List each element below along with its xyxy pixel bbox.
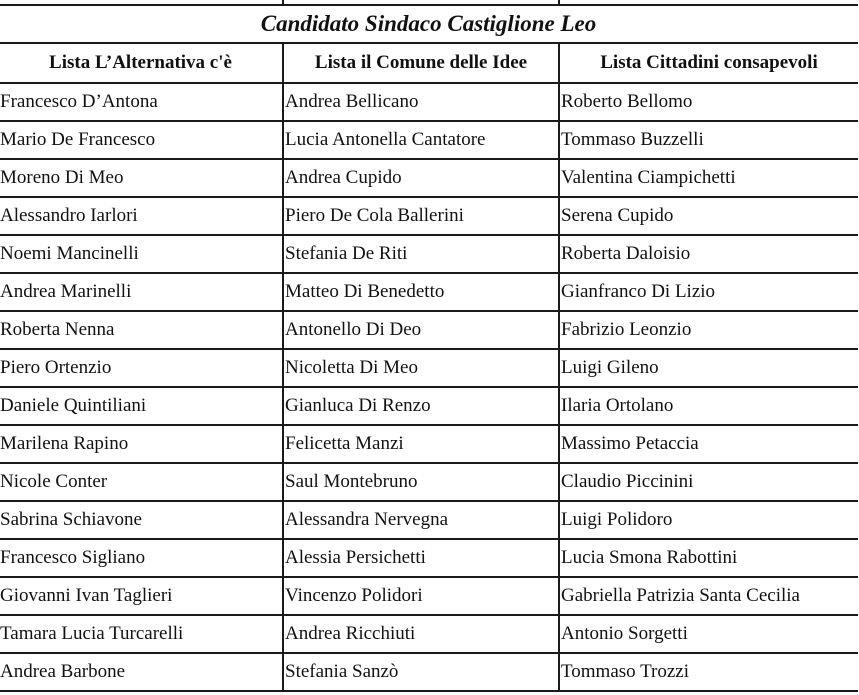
candidate-cell: Piero De Cola Ballerini: [283, 197, 559, 235]
candidate-cell: Lucia Smona Rabottini: [559, 539, 858, 577]
candidate-cell: Tommaso Buzzelli: [559, 121, 858, 159]
candidate-cell: Daniele Quintiliani: [0, 387, 283, 425]
table-row: [0, 463, 858, 501]
candidate-cell: Gianluca Di Renzo: [283, 387, 559, 425]
candidate-cell: Andrea Bellicano: [283, 83, 559, 121]
candidate-cell: Andrea Marinelli: [0, 273, 283, 311]
table-row: [0, 121, 858, 159]
candidate-cell: Ilaria Ortolano: [559, 387, 858, 425]
candidate-cell: Andrea Ricchiuti: [283, 615, 559, 653]
table-title: Candidato Sindaco Castiglione Leo: [0, 5, 858, 43]
candidate-cell: Moreno Di Meo: [0, 159, 283, 197]
table-row: [0, 235, 858, 273]
candidate-cell: Tamara Lucia Turcarelli: [0, 615, 283, 653]
table-row: [0, 273, 858, 311]
candidate-cell: Serena Cupido: [559, 197, 858, 235]
candidate-cell: Gabriella Patrizia Santa Cecilia: [559, 577, 858, 615]
candidate-cell: Nicoletta Di Meo: [283, 349, 559, 387]
candidate-cell: Stefania De Riti: [283, 235, 559, 273]
candidate-cell: Antonello Di Deo: [283, 311, 559, 349]
candidate-cell: Nicole Conter: [0, 463, 283, 501]
candidate-cell: Lucia Antonella Cantatore: [283, 121, 559, 159]
column-header-list-cittadini-consapevoli: Lista Cittadini consapevoli: [559, 43, 858, 83]
candidate-cell: Francesco D’Antona: [0, 83, 283, 121]
candidate-cell: Giovanni Ivan Taglieri: [0, 577, 283, 615]
title-row: [0, 5, 858, 43]
candidate-cell: Luigi Polidoro: [559, 501, 858, 539]
table-row: [0, 387, 858, 425]
candidate-cell: Luigi Gileno: [559, 349, 858, 387]
candidate-cell: Alessandro Iarlori: [0, 197, 283, 235]
candidate-cell: Massimo Petaccia: [559, 425, 858, 463]
candidate-cell: Fabrizio Leonzio: [559, 311, 858, 349]
candidate-cell: Sabrina Schiavone: [0, 501, 283, 539]
candidate-cell: Alessandra Nervegna: [283, 501, 559, 539]
table-row: [0, 539, 858, 577]
candidate-cell: Marilena Rapino: [0, 425, 283, 463]
table-row: [0, 577, 858, 615]
table-row: [0, 501, 858, 539]
header-row: [0, 43, 858, 83]
candidate-cell: Roberto Bellomo: [559, 83, 858, 121]
candidate-cell: Noemi Mancinelli: [0, 235, 283, 273]
table-row: [0, 653, 858, 691]
candidate-cell: Valentina Ciampichetti: [559, 159, 858, 197]
candidate-cell: Claudio Piccinini: [559, 463, 858, 501]
table-row: [0, 311, 858, 349]
candidate-cell: Mario De Francesco: [0, 121, 283, 159]
candidate-cell: Vincenzo Polidori: [283, 577, 559, 615]
table-row: [0, 425, 858, 463]
table-row: [0, 197, 858, 235]
candidate-cell: Piero Ortenzio: [0, 349, 283, 387]
candidate-cell: Saul Montebruno: [283, 463, 559, 501]
column-header-list-comune-idee: Lista il Comune delle Idee: [283, 43, 559, 83]
candidate-cell: Matteo Di Benedetto: [283, 273, 559, 311]
candidate-cell: Tommaso Trozzi: [559, 653, 858, 691]
table-row: [0, 159, 858, 197]
candidate-cell: Gianfranco Di Lizio: [559, 273, 858, 311]
column-header-list-alternativa: Lista L’Alternativa c'è: [0, 43, 283, 83]
candidate-cell: Roberta Nenna: [0, 311, 283, 349]
candidate-cell: Felicetta Manzi: [283, 425, 559, 463]
candidate-cell: Roberta Daloisio: [559, 235, 858, 273]
table-row: [0, 615, 858, 653]
candidate-cell: Francesco Sigliano: [0, 539, 283, 577]
table-row: [0, 349, 858, 387]
candidate-cell: Antonio Sorgetti: [559, 615, 858, 653]
candidate-cell: Andrea Cupido: [283, 159, 559, 197]
candidate-cell: Alessia Persichetti: [283, 539, 559, 577]
candidate-cell: Stefania Sanzò: [283, 653, 559, 691]
table-row: [0, 83, 858, 121]
candidate-cell: Andrea Barbone: [0, 653, 283, 691]
